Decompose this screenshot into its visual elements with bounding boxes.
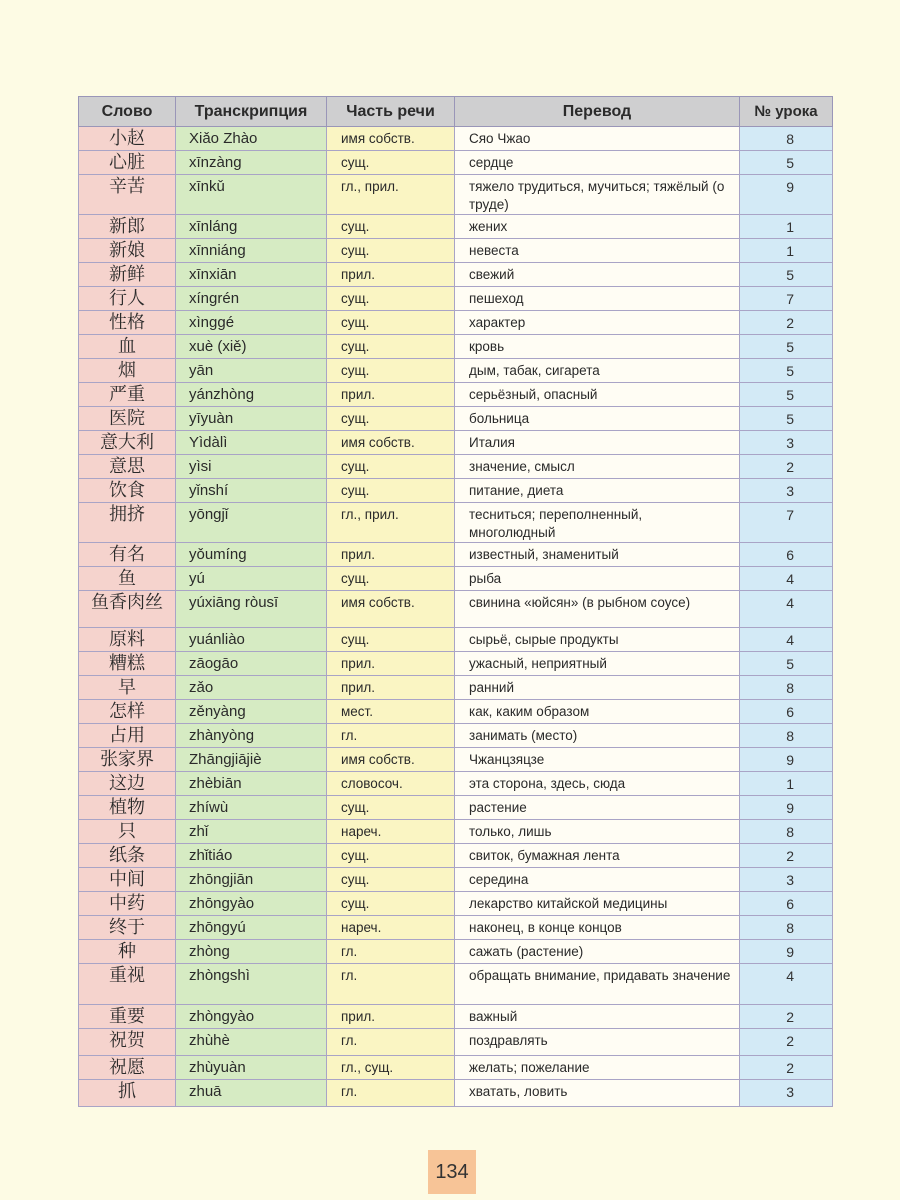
- cell-word: 张家界: [79, 748, 176, 772]
- cell-part-of-speech: гл., прил.: [327, 503, 455, 543]
- cell-lesson-number: 2: [740, 1029, 833, 1056]
- cell-lesson-number: 4: [740, 591, 833, 628]
- cell-part-of-speech: сущ.: [327, 567, 455, 591]
- cell-lesson-number: 4: [740, 567, 833, 591]
- cell-translation: тесниться; переполненный, многолюдный: [455, 503, 740, 543]
- cell-word: 小赵: [79, 127, 176, 151]
- table-row: [79, 1080, 833, 1107]
- cell-lesson-number: 2: [740, 311, 833, 335]
- cell-part-of-speech: сущ.: [327, 844, 455, 868]
- cell-transcription: xīnzàng: [176, 151, 327, 175]
- cell-translation: растение: [455, 796, 740, 820]
- cell-translation: кровь: [455, 335, 740, 359]
- cell-translation: характер: [455, 311, 740, 335]
- table-row: [79, 1029, 833, 1056]
- table-row: [79, 868, 833, 892]
- cell-word: 植物: [79, 796, 176, 820]
- cell-translation: ужасный, неприятный: [455, 652, 740, 676]
- cell-lesson-number: 5: [740, 151, 833, 175]
- cell-part-of-speech: сущ.: [327, 151, 455, 175]
- cell-part-of-speech: имя собств.: [327, 748, 455, 772]
- table-row: [79, 1005, 833, 1029]
- cell-part-of-speech: прил.: [327, 383, 455, 407]
- table-row: [79, 772, 833, 796]
- cell-transcription: zhōngjiān: [176, 868, 327, 892]
- cell-translation: середина: [455, 868, 740, 892]
- table-row: [79, 796, 833, 820]
- cell-word: 烟: [79, 359, 176, 383]
- cell-transcription: yǒumíng: [176, 543, 327, 567]
- cell-translation: Сяо Чжао: [455, 127, 740, 151]
- cell-lesson-number: 8: [740, 676, 833, 700]
- cell-translation: как, каким образом: [455, 700, 740, 724]
- table-row: [79, 964, 833, 1005]
- cell-word: 医院: [79, 407, 176, 431]
- cell-translation: обращать внимание, придавать значение: [455, 964, 740, 1005]
- cell-transcription: zhèbiān: [176, 772, 327, 796]
- cell-lesson-number: 2: [740, 1005, 833, 1029]
- cell-word: 占用: [79, 724, 176, 748]
- cell-lesson-number: 9: [740, 748, 833, 772]
- cell-transcription: yīyuàn: [176, 407, 327, 431]
- table-row: [79, 479, 833, 503]
- cell-word: 怎样: [79, 700, 176, 724]
- cell-lesson-number: 1: [740, 772, 833, 796]
- cell-translation: важный: [455, 1005, 740, 1029]
- table-row: [79, 844, 833, 868]
- cell-transcription: yánzhòng: [176, 383, 327, 407]
- cell-transcription: zhǐtiáo: [176, 844, 327, 868]
- cell-word: 早: [79, 676, 176, 700]
- table-row: [79, 215, 833, 239]
- cell-transcription: xīnniáng: [176, 239, 327, 263]
- cell-part-of-speech: имя собств.: [327, 431, 455, 455]
- cell-transcription: zāogāo: [176, 652, 327, 676]
- cell-word: 血: [79, 335, 176, 359]
- cell-word: 糟糕: [79, 652, 176, 676]
- table-row: [79, 311, 833, 335]
- cell-part-of-speech: сущ.: [327, 311, 455, 335]
- cell-transcription: zhòngyào: [176, 1005, 327, 1029]
- cell-word: 性格: [79, 311, 176, 335]
- cell-word: 心脏: [79, 151, 176, 175]
- cell-transcription: yuánliào: [176, 628, 327, 652]
- cell-translation: свиток, бумажная лента: [455, 844, 740, 868]
- cell-part-of-speech: сущ.: [327, 796, 455, 820]
- cell-translation: серьёзный, опасный: [455, 383, 740, 407]
- cell-transcription: yúxiāng ròusī: [176, 591, 327, 628]
- cell-transcription: zěnyàng: [176, 700, 327, 724]
- table-row: [79, 407, 833, 431]
- table-row: [79, 127, 833, 151]
- cell-translation: сажать (растение): [455, 940, 740, 964]
- table-row: [79, 652, 833, 676]
- cell-lesson-number: 2: [740, 455, 833, 479]
- cell-word: 新娘: [79, 239, 176, 263]
- cell-part-of-speech: гл.: [327, 940, 455, 964]
- cell-translation: дым, табак, сигарета: [455, 359, 740, 383]
- cell-lesson-number: 3: [740, 479, 833, 503]
- cell-lesson-number: 5: [740, 335, 833, 359]
- table-row: [79, 700, 833, 724]
- cell-transcription: yǐnshí: [176, 479, 327, 503]
- cell-translation: свежий: [455, 263, 740, 287]
- cell-translation: эта сторона, здесь, сюда: [455, 772, 740, 796]
- cell-transcription: zhòng: [176, 940, 327, 964]
- cell-part-of-speech: прил.: [327, 652, 455, 676]
- cell-transcription: zhíwù: [176, 796, 327, 820]
- cell-transcription: yìsi: [176, 455, 327, 479]
- cell-lesson-number: 6: [740, 892, 833, 916]
- cell-transcription: yú: [176, 567, 327, 591]
- header-lesson-number: № урока: [740, 97, 833, 127]
- cell-transcription: Xiǎo Zhào: [176, 127, 327, 151]
- cell-translation: только, лишь: [455, 820, 740, 844]
- cell-translation: поздравлять: [455, 1029, 740, 1056]
- cell-lesson-number: 8: [740, 724, 833, 748]
- cell-lesson-number: 5: [740, 383, 833, 407]
- cell-word: 意大利: [79, 431, 176, 455]
- cell-translation: известный, знаменитый: [455, 543, 740, 567]
- cell-word: 鱼香肉丝: [79, 591, 176, 628]
- header-row: [79, 97, 833, 127]
- table-row: [79, 383, 833, 407]
- cell-translation: занимать (место): [455, 724, 740, 748]
- table-row: [79, 503, 833, 543]
- cell-lesson-number: 6: [740, 700, 833, 724]
- cell-lesson-number: 5: [740, 407, 833, 431]
- cell-lesson-number: 9: [740, 940, 833, 964]
- cell-word: 新鲜: [79, 263, 176, 287]
- cell-transcription: yōngjǐ: [176, 503, 327, 543]
- cell-transcription: Zhāngjiājiè: [176, 748, 327, 772]
- cell-transcription: zhōngyào: [176, 892, 327, 916]
- cell-translation: сырьё, сырые продукты: [455, 628, 740, 652]
- cell-part-of-speech: прил.: [327, 263, 455, 287]
- cell-translation: ранний: [455, 676, 740, 700]
- table-body: [79, 127, 833, 1107]
- cell-part-of-speech: словосоч.: [327, 772, 455, 796]
- cell-transcription: zhùhè: [176, 1029, 327, 1056]
- table-row: [79, 748, 833, 772]
- cell-part-of-speech: сущ.: [327, 892, 455, 916]
- table-row: [79, 820, 833, 844]
- table-row: [79, 543, 833, 567]
- cell-transcription: yān: [176, 359, 327, 383]
- cell-word: 祝愿: [79, 1056, 176, 1080]
- cell-part-of-speech: мест.: [327, 700, 455, 724]
- cell-word: 行人: [79, 287, 176, 311]
- cell-word: 重视: [79, 964, 176, 1005]
- cell-lesson-number: 5: [740, 652, 833, 676]
- table-row: [79, 567, 833, 591]
- cell-translation: пешеход: [455, 287, 740, 311]
- cell-word: 有名: [79, 543, 176, 567]
- table-row: [79, 431, 833, 455]
- cell-lesson-number: 9: [740, 175, 833, 215]
- cell-part-of-speech: гл.: [327, 1080, 455, 1107]
- cell-lesson-number: 4: [740, 964, 833, 1005]
- cell-part-of-speech: гл., сущ.: [327, 1056, 455, 1080]
- table-row: [79, 591, 833, 628]
- cell-part-of-speech: прил.: [327, 676, 455, 700]
- cell-part-of-speech: имя собств.: [327, 127, 455, 151]
- cell-lesson-number: 3: [740, 1080, 833, 1107]
- cell-part-of-speech: прил.: [327, 543, 455, 567]
- page-number: 134: [428, 1150, 476, 1194]
- table-row: [79, 263, 833, 287]
- cell-transcription: zhǐ: [176, 820, 327, 844]
- cell-transcription: xìnggé: [176, 311, 327, 335]
- cell-translation: Чжанцзяцзе: [455, 748, 740, 772]
- cell-word: 原料: [79, 628, 176, 652]
- table-row: [79, 1056, 833, 1080]
- cell-part-of-speech: сущ.: [327, 239, 455, 263]
- cell-transcription: zhòngshì: [176, 964, 327, 1005]
- cell-translation: наконец, в конце концов: [455, 916, 740, 940]
- cell-part-of-speech: сущ.: [327, 215, 455, 239]
- cell-transcription: xīnxiān: [176, 263, 327, 287]
- cell-translation: Италия: [455, 431, 740, 455]
- cell-transcription: xīnláng: [176, 215, 327, 239]
- cell-word: 祝贺: [79, 1029, 176, 1056]
- cell-word: 鱼: [79, 567, 176, 591]
- cell-word: 抓: [79, 1080, 176, 1107]
- cell-translation: тяжело трудиться, мучиться; тяжёлый (о труде): [455, 175, 740, 215]
- cell-transcription: zhùyuàn: [176, 1056, 327, 1080]
- cell-translation: жених: [455, 215, 740, 239]
- vocabulary-table: [78, 96, 833, 1107]
- cell-part-of-speech: имя собств.: [327, 591, 455, 628]
- cell-part-of-speech: нареч.: [327, 820, 455, 844]
- cell-lesson-number: 8: [740, 820, 833, 844]
- cell-word: 只: [79, 820, 176, 844]
- table-row: [79, 676, 833, 700]
- cell-part-of-speech: сущ.: [327, 455, 455, 479]
- cell-part-of-speech: сущ.: [327, 287, 455, 311]
- cell-word: 新郎: [79, 215, 176, 239]
- table-row: [79, 175, 833, 215]
- table-row: [79, 892, 833, 916]
- table-row: [79, 335, 833, 359]
- cell-translation: лекарство китайской медицины: [455, 892, 740, 916]
- cell-part-of-speech: сущ.: [327, 335, 455, 359]
- cell-word: 种: [79, 940, 176, 964]
- cell-part-of-speech: сущ.: [327, 868, 455, 892]
- cell-part-of-speech: сущ.: [327, 359, 455, 383]
- table-row: [79, 916, 833, 940]
- cell-word: 终于: [79, 916, 176, 940]
- cell-lesson-number: 8: [740, 916, 833, 940]
- cell-part-of-speech: гл.: [327, 1029, 455, 1056]
- cell-translation: желать; пожелание: [455, 1056, 740, 1080]
- cell-transcription: xuè (xiě): [176, 335, 327, 359]
- cell-word: 这边: [79, 772, 176, 796]
- cell-word: 意思: [79, 455, 176, 479]
- cell-lesson-number: 5: [740, 263, 833, 287]
- table-row: [79, 151, 833, 175]
- cell-word: 辛苦: [79, 175, 176, 215]
- cell-lesson-number: 9: [740, 796, 833, 820]
- cell-lesson-number: 5: [740, 359, 833, 383]
- cell-transcription: xíngrén: [176, 287, 327, 311]
- cell-lesson-number: 3: [740, 868, 833, 892]
- cell-transcription: Yìdàlì: [176, 431, 327, 455]
- cell-part-of-speech: гл.: [327, 724, 455, 748]
- cell-part-of-speech: гл.: [327, 964, 455, 1005]
- cell-part-of-speech: сущ.: [327, 628, 455, 652]
- header-translation: Перевод: [455, 97, 740, 127]
- cell-translation: свинина «юйсян» (в рыбном соусе): [455, 591, 740, 628]
- table-row: [79, 628, 833, 652]
- header-transcription: Транскрипция: [176, 97, 327, 127]
- cell-lesson-number: 6: [740, 543, 833, 567]
- cell-lesson-number: 1: [740, 215, 833, 239]
- cell-lesson-number: 7: [740, 503, 833, 543]
- cell-translation: невеста: [455, 239, 740, 263]
- cell-translation: питание, диета: [455, 479, 740, 503]
- table-row: [79, 455, 833, 479]
- table-row: [79, 724, 833, 748]
- table-row: [79, 287, 833, 311]
- cell-transcription: zhōngyú: [176, 916, 327, 940]
- cell-word: 饮食: [79, 479, 176, 503]
- cell-translation: рыба: [455, 567, 740, 591]
- header-word: Слово: [79, 97, 176, 127]
- cell-lesson-number: 7: [740, 287, 833, 311]
- cell-word: 中间: [79, 868, 176, 892]
- cell-translation: сердце: [455, 151, 740, 175]
- cell-word: 拥挤: [79, 503, 176, 543]
- cell-lesson-number: 1: [740, 239, 833, 263]
- cell-lesson-number: 2: [740, 844, 833, 868]
- cell-lesson-number: 2: [740, 1056, 833, 1080]
- cell-lesson-number: 4: [740, 628, 833, 652]
- cell-part-of-speech: нареч.: [327, 916, 455, 940]
- cell-transcription: zhuā: [176, 1080, 327, 1107]
- table-header: [79, 97, 833, 127]
- cell-translation: хватать, ловить: [455, 1080, 740, 1107]
- cell-word: 中药: [79, 892, 176, 916]
- cell-lesson-number: 3: [740, 431, 833, 455]
- table-row: [79, 239, 833, 263]
- table-row: [79, 940, 833, 964]
- cell-part-of-speech: гл., прил.: [327, 175, 455, 215]
- cell-part-of-speech: прил.: [327, 1005, 455, 1029]
- cell-transcription: xīnkǔ: [176, 175, 327, 215]
- header-part-of-speech: Часть речи: [327, 97, 455, 127]
- cell-translation: больница: [455, 407, 740, 431]
- cell-part-of-speech: сущ.: [327, 479, 455, 503]
- cell-word: 严重: [79, 383, 176, 407]
- cell-lesson-number: 8: [740, 127, 833, 151]
- cell-word: 纸条: [79, 844, 176, 868]
- cell-transcription: zǎo: [176, 676, 327, 700]
- cell-word: 重要: [79, 1005, 176, 1029]
- cell-part-of-speech: сущ.: [327, 407, 455, 431]
- cell-translation: значение, смысл: [455, 455, 740, 479]
- cell-transcription: zhànyòng: [176, 724, 327, 748]
- table-row: [79, 359, 833, 383]
